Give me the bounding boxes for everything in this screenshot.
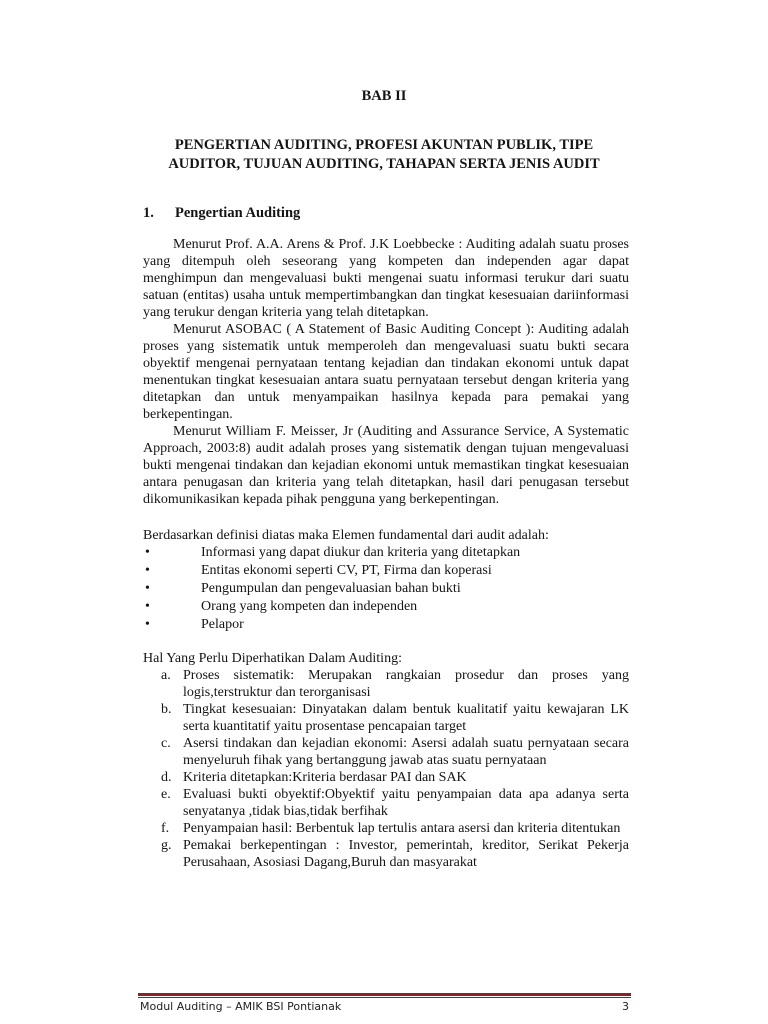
section-heading (143, 205, 300, 222)
considerations-intro: Hal Yang Perlu Diperhatikan Dalam Auditing: (143, 651, 402, 666)
list-item: • Entitas ekonomi seperti CV, PT, Firma dan koperasi (145, 563, 492, 578)
section-title: Pengertian Auditing (175, 205, 301, 221)
paragraph-asobac: Menurut ASOBAC ( A Statement of Basic Auditing Concept ): Auditing adalah proses yang sistematik untuk memperoleh dan mengevaluasi suatu bukti secara obyektif mengenai pernyataan tentang kejadian dan tindakan ekonomi untuk dapat menentukan tingkat kesesuaian antara suatu pernyataan tersebut dengan kriteria yang ditetapkan dan untuk menyampaikan hasilnya kepada para pemakai yang berkepentingan. (143, 322, 629, 422)
considerations-list (143, 667, 629, 871)
bullet-icon: • (145, 599, 150, 614)
bullet-icon: • (145, 545, 150, 560)
footer-text: Modul Auditing – AMIK BSI Pontianak (140, 1000, 342, 1013)
list-item: • Pengumpulan dan pengevaluasian bahan bukti (145, 581, 461, 596)
chapter-title: PENGERTIAN AUDITING, PROFESI AKUNTAN PUBLIK, TIPE AUDITOR, TUJUAN AUDITING, TAHAPAN SERTA JENIS AUDIT (168, 137, 600, 172)
chapter-label: BAB II (361, 88, 407, 104)
list-item: g. Pemakai berkepentingan : Investor, pemerintah, kreditor, Serikat Pekerja Perusahaan, Asosiasi Dagang,Buruh dan masyarakat (161, 838, 629, 870)
list-item: • Pelapor (145, 617, 244, 632)
list-item: • Informasi yang dapat diukur dan kriteria yang ditetapkan (145, 545, 521, 560)
page-number: 3 (622, 1000, 629, 1013)
section-number: 1. (143, 205, 154, 221)
footer-rule-thin (138, 997, 631, 998)
bullet-icon: • (145, 563, 150, 578)
list-item: d. Kriteria ditetapkan:Kriteria berdasar PAI dan SAK (161, 770, 467, 785)
list-item: c. Asersi tindakan dan kejadian ekonomi: Asersi adalah suatu pernyataan secara menyeluruh fihak yang bertanggung jawab atas suatu pernyataan (161, 736, 629, 768)
list-item: e. Evaluasi bukti obyektif:Obyektif yaitu penyampaian data apa adanya serta senyatanya ,tidak bias,tidak berfihak (161, 787, 629, 819)
bullet-icon: • (145, 617, 150, 632)
elements-intro: Berdasarkan definisi diatas maka Elemen fundamental dari audit adalah: (143, 528, 549, 543)
list-item: f. Penyampaian hasil: Berbentuk lap tertulis antara asersi dan kriteria ditentukan (161, 821, 621, 836)
footer-rule (138, 993, 631, 996)
bullet-icon: • (145, 581, 150, 596)
list-item: b. Tingkat kesesuaian: Dinyatakan dalam bentuk kualitatif yaitu kewajaran LK serta kuantitatif yaitu prosentase pencapaian target (161, 702, 629, 734)
list-item: • Orang yang kompeten dan independen (145, 599, 418, 614)
paragraph-arens: Menurut Prof. A.A. Arens & Prof. J.K Loebbecke : Auditing adalah suatu proses yang ditempuh oleh seseorang yang kompeten dan independen agar dapat menghimpun dan mengevaluasi bukti mengenai suatu informasi terukur dari suatu satuan (entitas) usaha untuk mempertimbangkan dan tingkat kesesuaian dariinformasi yang terukur dengan kriteria yang telah ditetapkan. (143, 237, 629, 320)
definition-paragraphs (143, 236, 629, 508)
elements-list (143, 544, 629, 634)
list-item: a. Proses sistematik: Merupakan rangkaian prosedur dan proses yang logis,terstruktur dan terorganisasi (161, 668, 629, 700)
paragraph-meisser: Menurut William F. Meisser, Jr (Auditing and Assurance Service, A Systematic Approach, 2003:8) audit adalah proses yang sistematik dengan tujuan mengevaluasi bukti mengenai tindakan dan kejadian ekonomi untuk memastikan tingkat kesesuaian antara penugasan dan kriteria yang telah ditetapkan, hasil dari penugasan tersebut dikomunikasikan kepada pihak pengguna yang berkepentingan. (143, 424, 629, 507)
page-footer (140, 1000, 629, 1013)
